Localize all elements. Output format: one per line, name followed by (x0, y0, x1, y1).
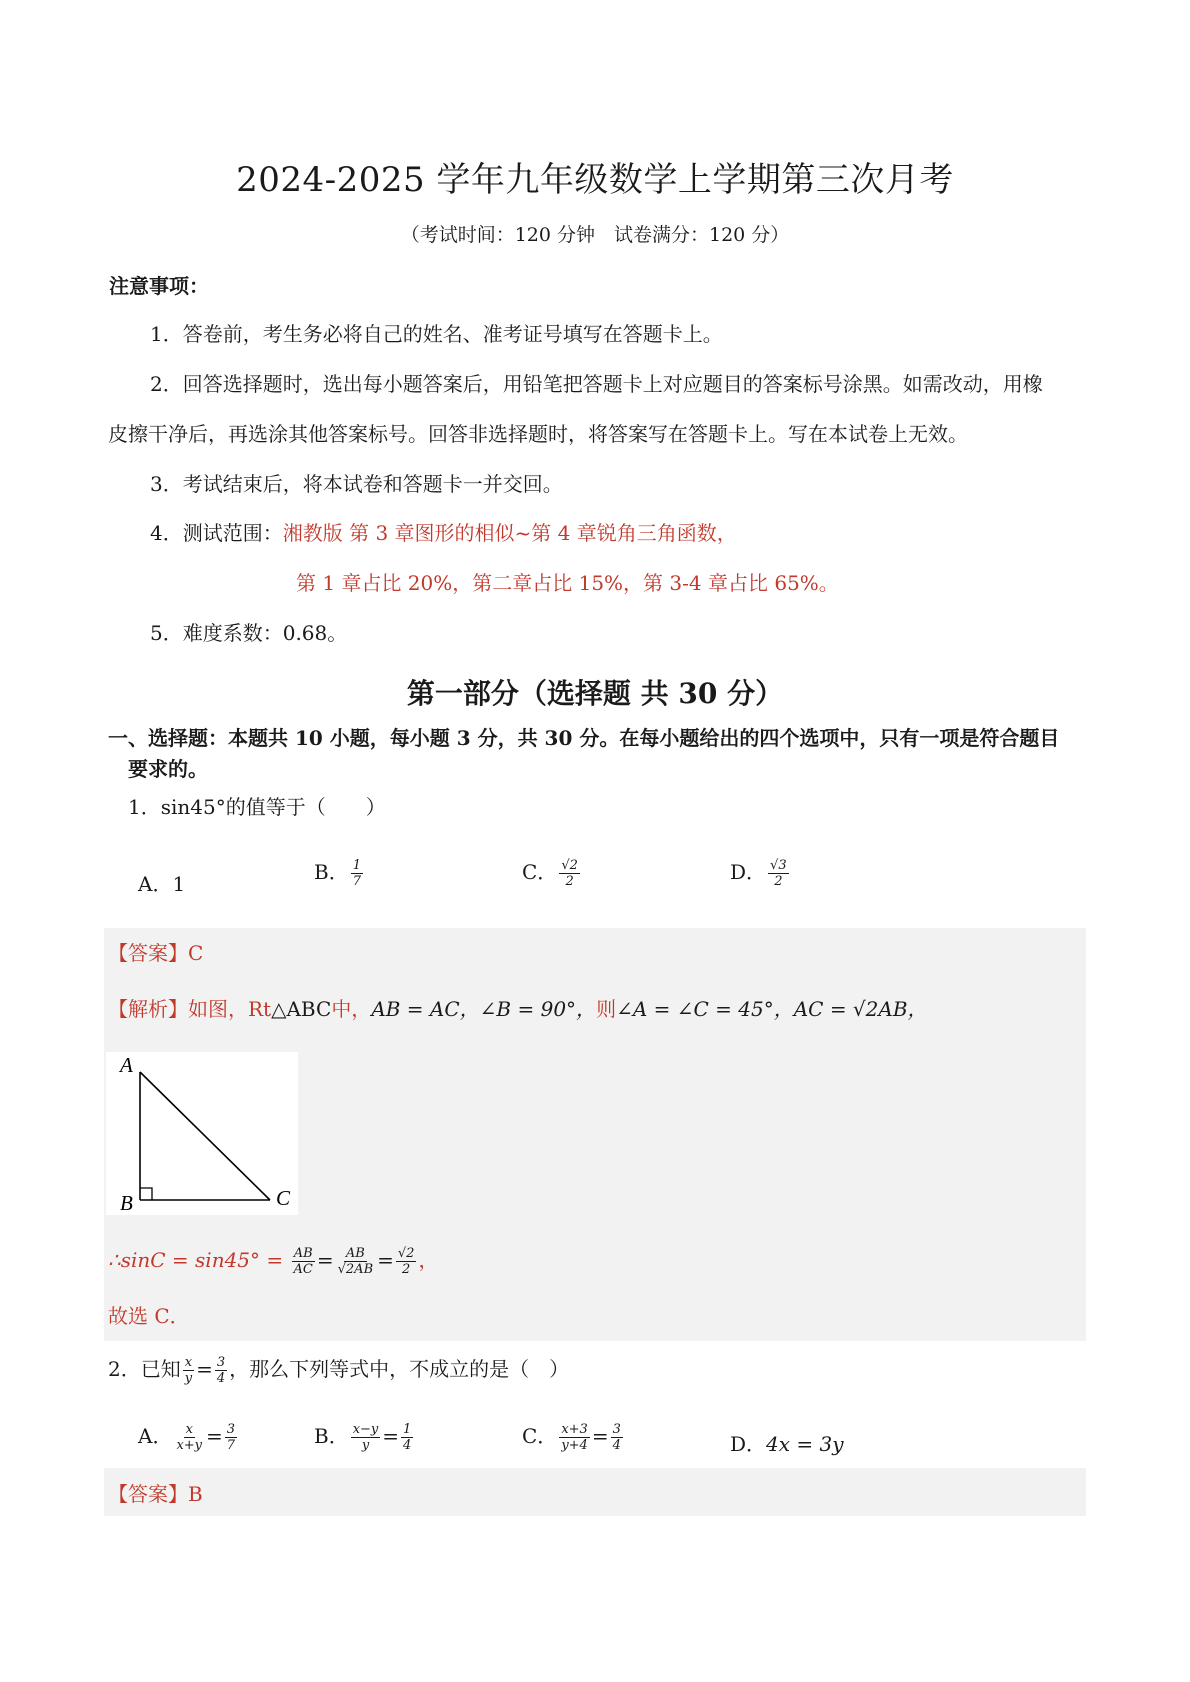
chapter-weights: 第 1 章占比 20%，第二章占比 15%，第 3-4 章占比 65%。 (296, 571, 839, 595)
fraction: $\frac{√3}{2}$ (770, 858, 787, 889)
q1-option-b: B． $\frac{1}{7}$ (314, 858, 361, 889)
notice-heading: 注意事项： (109, 274, 209, 298)
q1-answer (108, 939, 203, 967)
notice-item-1: 1．答卷前，考生务必将自己的姓名、准考证号填写在答题卡上。 (150, 322, 723, 346)
right-angle-mark (140, 1188, 152, 1200)
part-1-instruction-line-2: 要求的。 (128, 757, 208, 781)
fraction: $\frac{3}{4}$ (612, 1422, 621, 1453)
side-ac (140, 1072, 270, 1200)
notice-item-2-line-2: 皮擦干净后，再选涂其他答案标号。回答非选择题时，将答案写在答题卡上。写在本试卷上无效。 (108, 422, 968, 446)
q2-stem: 2．已知 $\frac{x}{y}$ = $\frac{3}{4}$ ，那么下列等式中，不成立的是（ ） (108, 1355, 570, 1386)
fraction: $\frac{x}{y}$ (184, 1355, 193, 1386)
q2-answer-panel (104, 1468, 1086, 1516)
q1-analysis: 【解析】如图，Rt△ABC中，AB = AC，∠B = 90°，则∠A = ∠C = 45°，AC = √2AB， (108, 997, 928, 1021)
notice-item-4-prefix: 4．测试范围： (150, 521, 283, 545)
fraction: $\frac{1}{7}$ (352, 858, 361, 889)
fraction: $\frac{AB}{√2AB}$ (337, 1246, 374, 1277)
q2-option-a: A． $\frac{x}{x+y}$ = $\frac{3}{7}$ (138, 1422, 236, 1453)
fraction: $\frac{x+3}{y+4}$ (561, 1422, 588, 1453)
answer-letter: C (188, 941, 204, 965)
q1-option-d: D． $\frac{√3}{2}$ (730, 858, 787, 889)
fraction: $\frac{3}{4}$ (216, 1355, 226, 1386)
q1-conclusion: 故选 C． (108, 1304, 190, 1328)
fraction: $\frac{x}{x+y}$ (176, 1422, 203, 1453)
answer-tag: 【答案】 (108, 1482, 188, 1506)
vertex-b-label: B (120, 1191, 133, 1215)
q2-option-c: C． $\frac{x+3}{y+4}$ = $\frac{3}{4}$ (522, 1422, 621, 1453)
vertex-c-label: C (276, 1186, 291, 1210)
triangle-figure (106, 1052, 298, 1215)
notice-item-3: 3．考试结束后，将本试卷和答题卡一并交回。 (150, 472, 563, 496)
fraction: $\frac{√2}{2}$ (397, 1246, 415, 1277)
answer-tag: 【答案】 (108, 941, 188, 965)
q1-option-a: A．1 (138, 872, 186, 896)
vertex-a-label: A (120, 1053, 133, 1077)
page-title: 2024-2025 学年九年级数学上学期第三次月考 (236, 160, 954, 200)
notice-item-2-line-1: 2．回答选择题时，选出每小题答案后，用铅笔把答题卡上对应题目的答案标号涂黑。如需改动，用橡 (150, 372, 1043, 396)
fraction: $\frac{√2}{2}$ (561, 858, 578, 889)
q2-option-b: B． $\frac{x-y}{y}$ = $\frac{1}{4}$ (314, 1422, 412, 1453)
notice-item-5: 5．难度系数：0.68。 (150, 621, 348, 645)
answer-letter: B (188, 1482, 203, 1506)
fraction: $\frac{1}{4}$ (403, 1422, 412, 1453)
part-1-title: 第一部分（选择题 共 30 分） (406, 677, 784, 710)
fraction: $\frac{x-y}{y}$ (352, 1422, 379, 1453)
fraction: $\frac{3}{7}$ (226, 1422, 236, 1453)
fraction: $\frac{AB}{AC}$ (293, 1246, 313, 1277)
notice-item-4 (150, 519, 737, 547)
right-triangle-diagram (106, 1052, 298, 1215)
part-1-instruction-line-1: 一、选择题：本题共 10 小题，每小题 3 分，共 30 分。在每小题给出的四个选项中，只有一项是符合题目 (108, 726, 1060, 750)
test-scope: 湘教版 第 3 章图形的相似~第 4 章锐角三角函数， (282, 521, 737, 545)
q2-option-d: D．4x = 3y (730, 1432, 844, 1456)
q2-answer (108, 1480, 203, 1508)
exam-meta: （考试时间：120 分钟 试卷满分：120 分） (400, 224, 790, 246)
q1-option-c: C． $\frac{√2}{2}$ (522, 858, 578, 889)
q1-calculation: ∴sinC = sin45° = $\frac{AB}{AC}$ = $\frac{AB}{√2AB}$ = $\frac{√2}{2}$ ， (108, 1246, 439, 1277)
q1-stem: 1．sin45°的值等于（ ） (128, 795, 386, 819)
